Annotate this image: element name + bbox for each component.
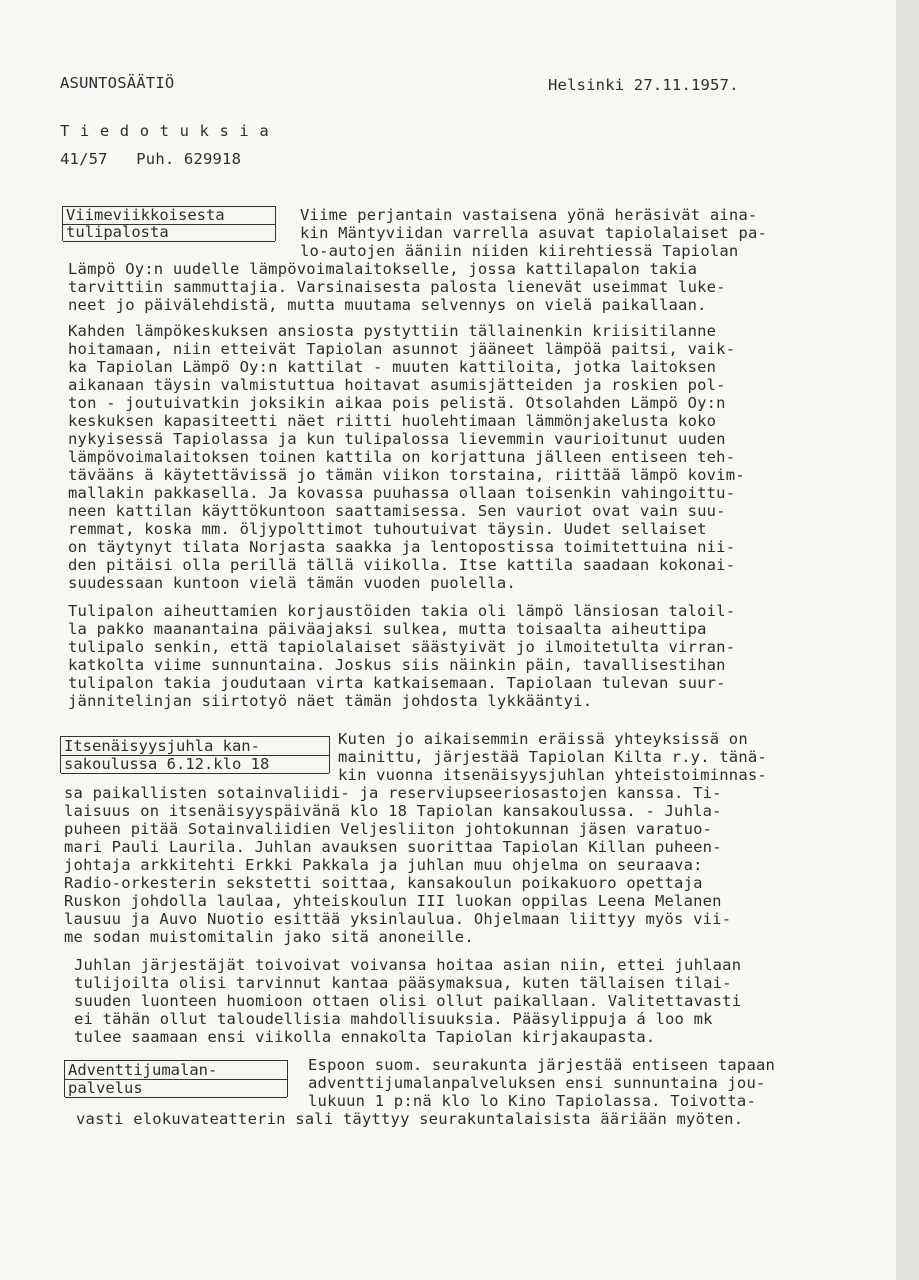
text-line: tävääns ä käytettävissä jo tämän viikon torstaina, riittää lämpö kovim- [68,466,745,484]
text-line: mallakin pakkasella. Ja kovassa puuhassa ollaan toisenkin vahingoittu- [68,484,736,502]
text-line: ka Tapiolan Lämpö Oy:n kattilat - muuten kattiloita, jotka laitoksen [68,358,717,376]
text-line: Viime perjantain vastaisena yönä heräsivät aina- [300,206,758,224]
place-date: Helsinki 27.11.1957. [548,76,739,94]
text-line: katkolta viime sunnuntaina. Joskus siis näinkin päin, tavallisestihan [68,656,726,674]
text-line: Kahden lämpökeskuksen ansiosta pystyttiin tällainenkin kriisitilanne [68,322,717,340]
text-line: mainittu, järjestää Tapiolan Kilta r.y. tänä- [338,748,767,766]
text-line: aikanaan täysin valmistuttua hoitavat asumisjätteiden ja roskien pol- [68,376,726,394]
heading-underline [65,1097,287,1098]
text-line: hoitamaan, niin etteivät Tapiolan asunnot jääneet lämpöä paitsi, vaik- [68,340,736,358]
text-line: den pitäisi olla perillä tällä viikolla. Itse kattila saadaan kokonai- [68,556,736,574]
section-heading-line: sakoulussa 6.12.klo 18 [64,755,270,773]
page-edge [896,0,919,1280]
text-line: lo-autojen ääniin niiden kiirehtiessä Tapiolan [300,242,739,260]
text-line: jännitelinjan siirtotyö näet tämän johdosta lykkääntyi. [68,692,593,710]
text-line: tulipalon takia joudutaan virta katkaisemaan. Tapiolaan tulevan suur- [68,674,726,692]
heading-underline [63,241,275,242]
section-heading-box-independence [60,736,330,773]
text-line: lukuun 1 p:nä klo lo Kino Tapiolassa. Toivotta- [308,1092,756,1110]
text-line: la pakko maanantaina päiväajaksi sulkea, mutta toisaalta aiheuttipa [68,620,707,638]
text-line: neen kattilan käyttökuntoon saattamisessa. Sen vauriot ovat vain suu- [68,502,726,520]
number-phone: 41/57 Puh. 629918 [60,150,242,168]
text-line: suuden luonteen huomioon ottaen olisi ollut paikallaan. Valitettavasti [74,992,742,1010]
text-line: kin Mäntyviidan varrella asuvat tapiolalaiset pa- [300,224,768,242]
text-line: Radio-orkesterin sekstetti soittaa, kansakoulun poikakuoro opettaja [64,874,703,892]
text-line: keskuksen kapasiteetti näet riitti huolehtimaan lämmönjakelusta koko [68,412,717,430]
text-line: Ruskon johdolla laulaa, yhteiskoulun III luokan oppilas Leena Melanen [64,892,722,910]
bulletin-title: Tiedotuksia [60,122,280,140]
text-line: laisuus on itsenäisyyspäivänä klo 18 Tapiolan kansakoulussa. - Juhla- [64,802,722,820]
heading-underline [61,773,329,774]
text-line: tulipalo senkin, että tapiolalaiset säästyivät jo ilmoitetulta virran- [68,638,736,656]
text-line: lämpövoimalaitoksen toinen kattila on korjattuna jälleen entiseen teh- [68,448,736,466]
text-line: Juhlan järjestäjät toivoivat voivansa hoitaa asian niin, ettei juhlaan [74,956,742,974]
section-heading-line: Adventtijumalan- [68,1061,218,1079]
text-line: Kuten jo aikaisemmin eräissä yhteyksissä on [338,730,748,748]
text-line: adventtijumalanpalveluksen ensi sunnuntaina jou- [308,1074,766,1092]
section-heading-line: palvelus [68,1079,143,1097]
section-heading-box-fire [62,206,276,241]
text-line: johtaja arkkitehti Erkki Pakkala ja juhlan muu ohjelma on seuraava: [64,856,703,874]
text-line: Espoon suom. seurakunta järjestää entiseen tapaan [308,1056,776,1074]
text-line: sa paikallisten sotainvaliidi- ja reserviupseeriosastojen kanssa. Ti- [64,784,722,802]
text-line: vasti elokuvateatterin sali täyttyy seurakuntalaisista ääriään myöten. [76,1110,744,1128]
text-line: kin vuonna itsenäisyysjuhlan yhteistoiminnas- [338,766,767,784]
text-line: neet jo päivälehdistä, mutta muutama selvennys on vielä paikallaan. [68,296,707,314]
text-line: Tulipalon aiheuttamien korjaustöiden takia oli lämpö länsiosan taloil- [68,602,736,620]
text-line: remmat, koska mm. öljypolttimot tuhoutuivat täysin. Uudet sellaiset [68,520,707,538]
text-line: nykyisessä Tapiolassa ja kun tulipalossa lievemmin vaurioitunut uuden [68,430,726,448]
text-line: me sodan muistomitalin jako sitä anoneille. [64,928,474,946]
section-heading-line: Itsenäisyysjuhla kan- [64,737,260,755]
text-line: lausuu ja Auvo Nuotio esittää yksinlaulua. Ohjelmaan liittyy myös vii- [64,910,732,928]
text-line: tulijoilta olisi tarvinnut kantaa pääsymaksua, kuten tällaisen tilai- [74,974,732,992]
text-line: tulee saamaan ensi viikolla ennakolta Tapiolan kirjakaupasta. [74,1028,656,1046]
text-line: ton - joutuivatkin joksikin aikaa pois pelistä. Otsolahden Lämpö Oy:n [68,394,726,412]
text-line: suudessaan kuntoon vielä tämän vuoden puolella. [68,574,516,592]
text-line: puheen pitää Sotainvaliidien Veljesliiton johtokunnan jäsen varatuo- [64,820,713,838]
org-name: ASUNTOSÄÄTIÖ [60,74,175,92]
section-heading-line: tulipalosta [66,223,169,241]
section-heading-line: Viimeviikkoisesta [66,206,225,224]
section-heading-box-advent [64,1060,288,1097]
text-line: on täytynyt tilata Norjasta saakka ja lentopostissa toimitettuina nii- [68,538,736,556]
text-line: ei tähän ollut taloudellisia mahdollisuuksia. Pääsylippuja á loo mk [74,1010,713,1028]
text-line: Lämpö Oy:n uudelle lämpövoimalaitokselle, jossa kattilapalon takia [68,260,698,278]
text-line: tarvittiin sammuttajia. Varsinaisesta palosta lienevät useimmat luke- [68,278,726,296]
text-line: mari Pauli Laurila. Juhlan avauksen suorittaa Tapiolan Killan puheen- [64,838,722,856]
